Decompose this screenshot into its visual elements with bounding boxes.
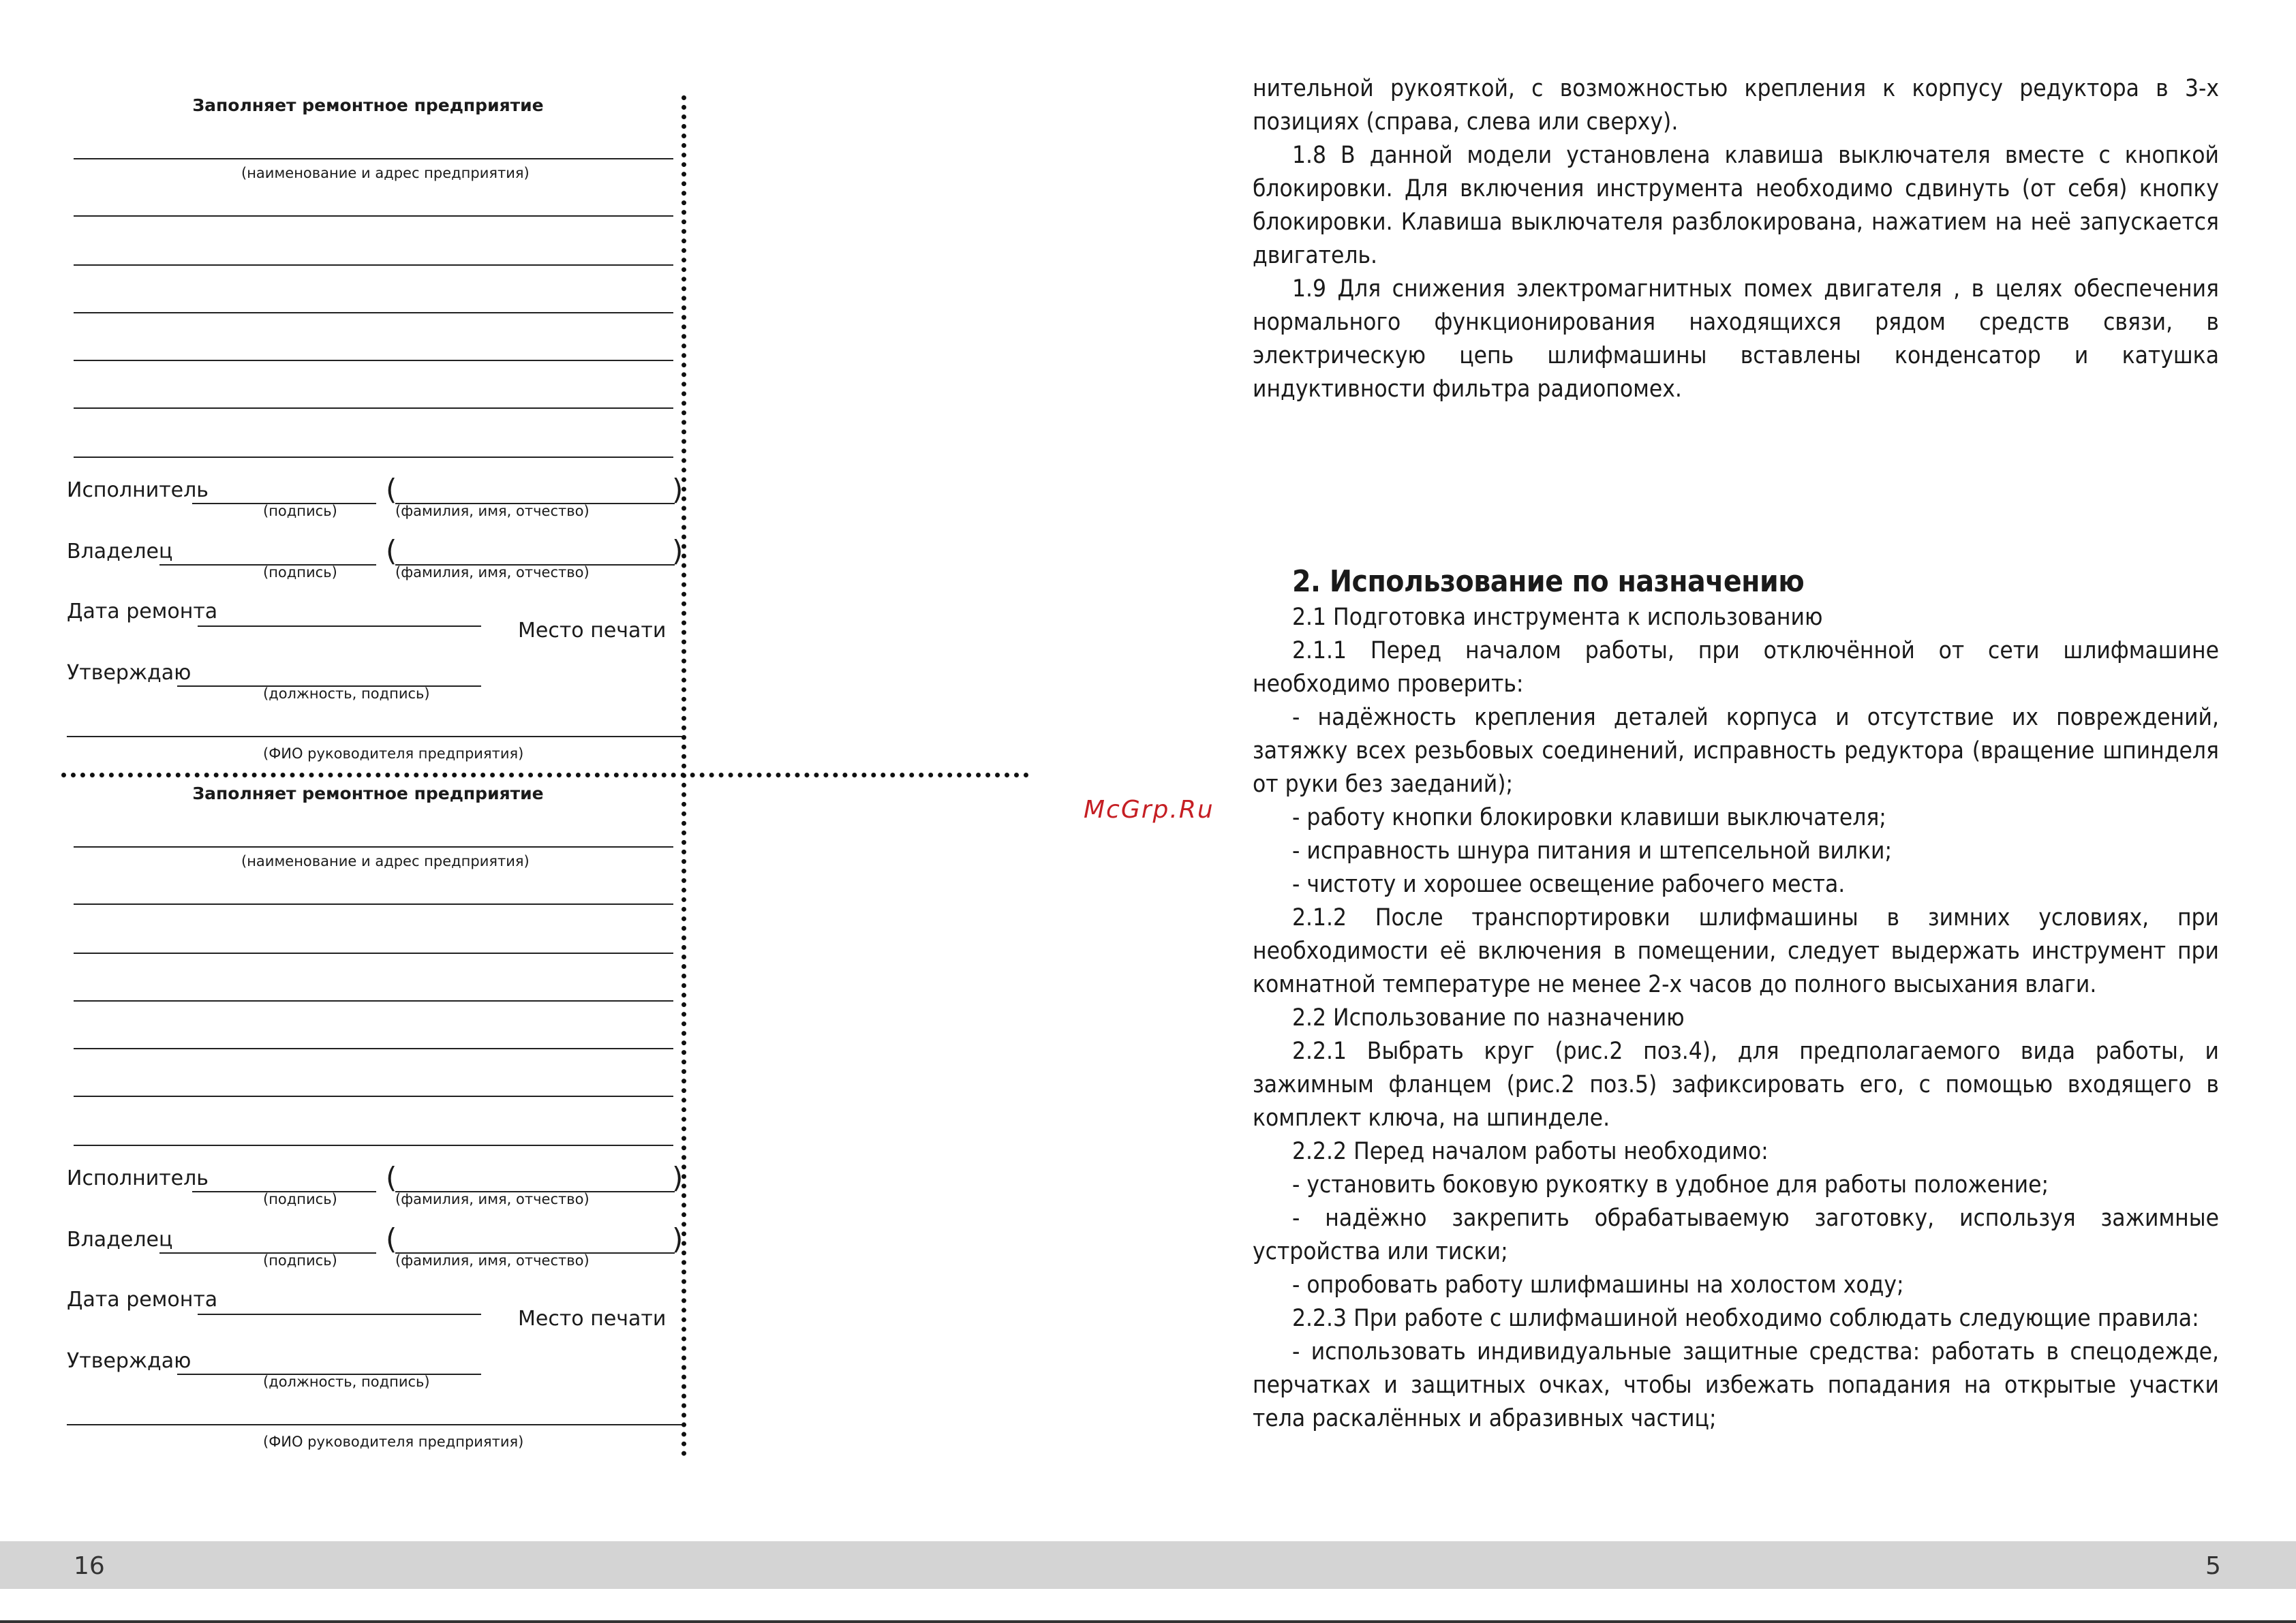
section-title: 2. Использование по назначению (1292, 564, 1805, 599)
enterprise-caption: (наименование и адрес предприятия) (241, 853, 530, 869)
paragraph: - использовать индивидуальные защитные средства: работать в спецодежде, перчатках и защитных очках, чтобы избежать попадания на открытые участки тела раскалённых и абразивных частиц; (1253, 1338, 2219, 1432)
owner-label: Владелец (67, 540, 173, 563)
blank-line (74, 1096, 673, 1097)
paragraph: 2.1 Подготовка инструмента к использованию (1292, 604, 1823, 631)
executor-label: Исполнитель (67, 1166, 209, 1190)
blank-line (74, 1145, 673, 1146)
executor-name-caption: (фамилия, имя, отчество) (395, 1191, 590, 1207)
coupon-header: Заполняет ремонтное предприятие (192, 95, 544, 115)
open-paren: ( (386, 534, 397, 568)
close-paren: ) (672, 1222, 684, 1256)
paragraph: - надёжность крепления деталей корпуса и отсутствие их повреждений, затяжку всех резьбовых соединений, исправность редуктора (вращение шпинделя от руки без заеданий); (1253, 704, 2219, 798)
paragraph: 2.1.2 После транспортировки шлифмашины в зимних условиях, при необходимости её включения в помещении, следует выдержать инструмент при комнатной температуре не менее 2-х часов до полного высыхания влаги. (1253, 904, 2219, 998)
executor-sign-caption: (подпись) (263, 503, 337, 519)
close-paren: ) (672, 1161, 684, 1194)
repair-coupon-1 (61, 95, 688, 784)
watermark: McGrp.Ru (1084, 796, 1214, 824)
paragraph: 2.2 Использование по назначению (1292, 1004, 1685, 1032)
owner-name-caption: (фамилия, имя, отчество) (395, 564, 590, 581)
paragraph: 1.9 Для снижения электромагнитных помех двигателя , в целях обеспечения нормального функционирования находящихся рядом средств связи, в электрическую цепь шлифмашины вставлены конденсатор и катушка индуктивности фильтра радиопомех. (1253, 275, 2219, 403)
paragraph: - чистоту и хорошее освещение рабочего места. (1292, 871, 1846, 898)
paragraph: - установить боковую рукоятку в удобное для работы положение; (1292, 1171, 2049, 1199)
bottom-rule (0, 1620, 2296, 1623)
owner-label: Владелец (67, 1228, 173, 1252)
blank-line (74, 1000, 673, 1002)
blank-line (74, 457, 673, 458)
footer-band (0, 1541, 2296, 1589)
paragraph: 1.8 В данной модели установлена клавиша выключателя вместе с кнопкой блокировки. Для включения инструмента необходимо сдвинуть (от себя) кнопку блокировки. Клавиша выключателя разблокирована, нажатием на неё запускается двигатель. (1253, 142, 2219, 269)
enterprise-line (74, 846, 673, 848)
blank-line (74, 903, 673, 905)
horizontal-cut-line (61, 773, 1029, 777)
executor-label: Исполнитель (67, 478, 209, 502)
page-number-right: 5 (2205, 1552, 2221, 1580)
stamp-place: Место печати (518, 1307, 667, 1331)
coupon-header: Заполняет ремонтное предприятие (192, 784, 544, 803)
repair-date-line (198, 1314, 481, 1315)
spacer (1253, 406, 2219, 563)
head-name-line (67, 736, 683, 737)
executor-name-caption: (фамилия, имя, отчество) (395, 503, 590, 519)
approve-caption: (должность, подпись) (263, 685, 430, 702)
repair-date-label: Дата ремонта (67, 600, 218, 623)
page-number-left: 16 (74, 1552, 105, 1580)
approve-caption: (должность, подпись) (263, 1374, 430, 1390)
paragraph: 2.1.1 Перед началом работы, при отключённой от сети шлифмашине необходимо проверить: (1253, 637, 2219, 698)
paragraph: нительной рукояткой, с возможностью крепления к корпусу редуктора в 3-х позициях (справа, слева или сверху). (1253, 75, 2219, 136)
blank-line (74, 407, 673, 409)
open-paren: ( (386, 473, 397, 506)
open-paren: ( (386, 1161, 397, 1194)
repair-date-label: Дата ремонта (67, 1288, 218, 1312)
paragraph: 2.2.2 Перед началом работы необходимо: (1292, 1138, 1769, 1165)
executor-sign-caption: (подпись) (263, 1191, 337, 1207)
blank-line (74, 360, 673, 361)
paragraph: - исправность шнура питания и штепсельной вилки; (1292, 837, 1893, 865)
head-caption: (ФИО руководителя предприятия) (263, 745, 524, 762)
blank-line (74, 953, 673, 954)
paragraph: 2.2.1 Выбрать круг (рис.2 поз.4), для предполагаемого вида работы, и зажимным фланцем (рис.2 поз.5) зафиксировать его, с помощью входящего в комплект ключа, на шпинделе. (1253, 1038, 2219, 1132)
head-caption: (ФИО руководителя предприятия) (263, 1434, 524, 1450)
approve-label: Утверждаю (67, 1349, 192, 1373)
owner-sign-caption: (подпись) (263, 564, 337, 581)
repair-date-line (198, 625, 481, 627)
open-paren: ( (386, 1222, 397, 1256)
enterprise-caption: (наименование и адрес предприятия) (241, 165, 530, 181)
enterprise-line (74, 158, 673, 159)
paragraph: 2.2.3 При работе с шлифмашиной необходимо соблюдать следующие правила: (1292, 1305, 2199, 1332)
right-page-text (1253, 72, 2219, 1436)
approve-label: Утверждаю (67, 661, 192, 685)
blank-line (74, 215, 673, 217)
paragraph: - опробовать работу шлифмашины на холостом ходу; (1292, 1271, 1904, 1299)
owner-name-caption: (фамилия, имя, отчество) (395, 1252, 590, 1269)
head-name-line (67, 1424, 683, 1425)
blank-line (74, 312, 673, 313)
stamp-place: Место печати (518, 619, 667, 643)
owner-sign-caption: (подпись) (263, 1252, 337, 1269)
paragraph: - надёжно закрепить обрабатываемую заготовку, используя зажимные устройства или тиски; (1253, 1205, 2219, 1265)
paragraph: - работу кнопки блокировки клавиши выключателя; (1292, 804, 1886, 831)
close-paren: ) (672, 534, 684, 568)
blank-line (74, 264, 673, 266)
close-paren: ) (672, 473, 684, 506)
blank-line (74, 1048, 673, 1049)
repair-coupon-2 (61, 784, 688, 1472)
